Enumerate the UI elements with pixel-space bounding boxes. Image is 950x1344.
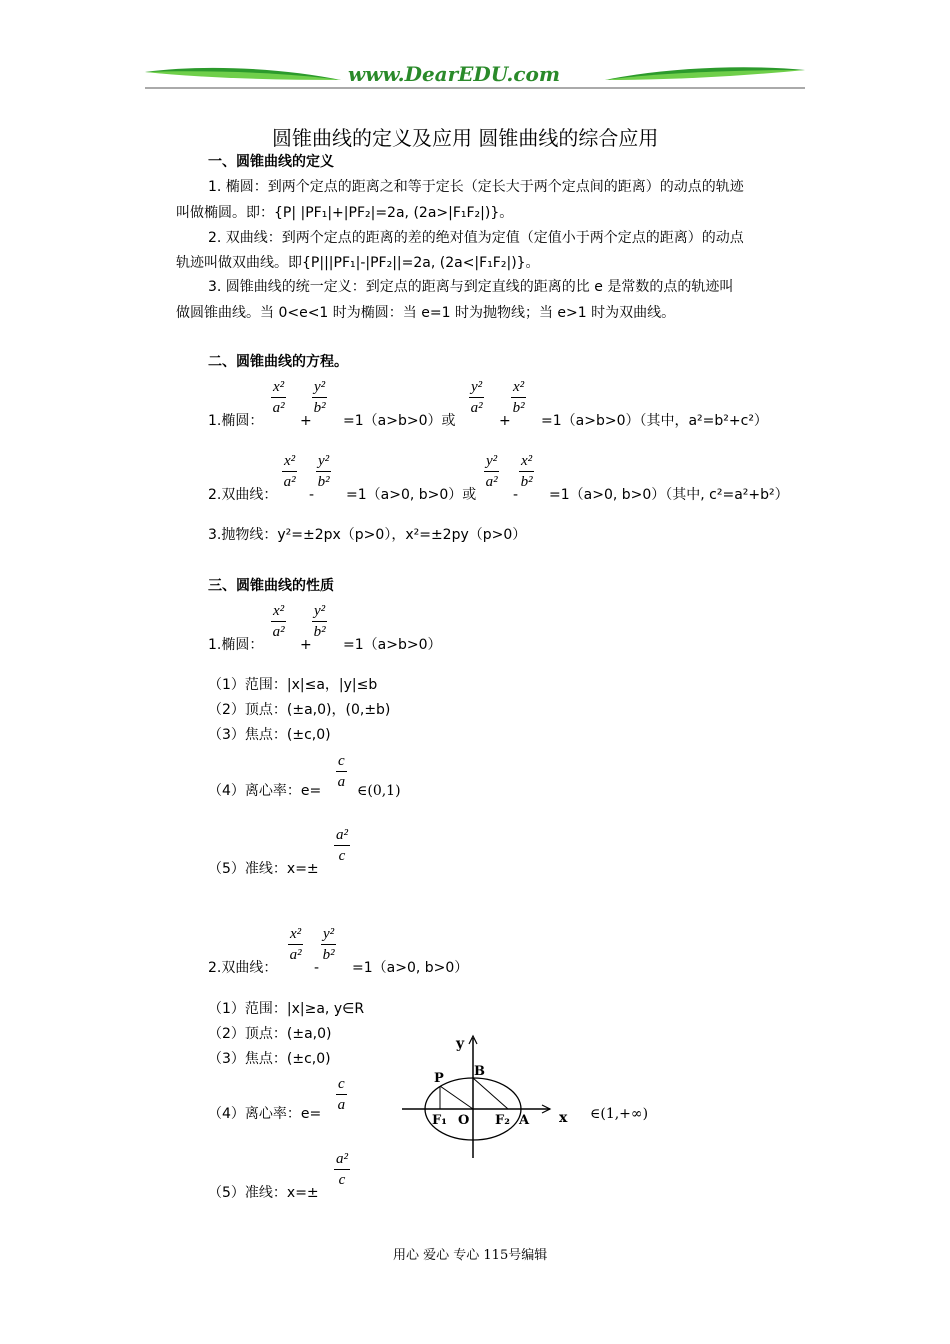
sec1-p2-line1: 2. 双曲线：到两个定点的距离的差的绝对值为定值（定值小于两个定点的距离）的动点 [208,230,744,246]
frac-a2-c: $\frac{\text{a²}}{c}$ [336,827,348,864]
sec1-p1-line1: 1. 椭圆：到两个定点的距离之和等于定长（定长大于两个定点间的距离）的动点的轨迹 [208,179,744,195]
minus-sign: - [513,487,519,503]
sec3-ellipse-label: 1.椭圆： [208,637,264,653]
ellipse-foci: （3）焦点：(±c,0) [208,727,331,743]
ellipse-vertices: （2）顶点：(±a,0)，(0,±b) [208,702,391,718]
sec2-ellipse-label: 1.椭圆： [208,413,264,429]
frac-y2-a2: $\frac{\text{y²}}{\text{a²}}$ [485,453,498,490]
section-3-heading: 三、圆锥曲线的性质 [208,578,334,594]
point-B-label: B [474,1064,485,1079]
hyperbola-directrix-label: （5）准线：x=± [208,1185,319,1201]
ellipse-eccentricity-range: ∈(0,1) [357,783,401,799]
sec2-parabola: 3.抛物线：y²=±2px（p>0），x²=±2py（p>0） [208,527,527,543]
plus-sign: + [300,413,312,429]
frac-y2-b2: $\frac{\text{y²}}{\text{b²}}$ [322,926,335,963]
frac-y2-b2: $\frac{\text{y²}}{\text{b²}}$ [317,453,330,490]
x-axis-label: x [559,1110,568,1126]
hyperbola-vertices: （2）顶点：(±a,0) [208,1026,332,1042]
sec1-p3-line1: 3. 圆锥曲线的统一定义：到定点的距离与到定直线的距离的比 e 是常数的点的轨迹叫 [208,279,734,295]
sec1-p3-line2: 做圆锥曲线。当 0<e<1 时为椭圆：当 e=1 时为抛物线；当 e>1 时为双曲线。 [176,305,676,321]
y-axis-label: y [456,1036,465,1052]
frac-x2-a2: $\frac{\text{x²}}{\text{a²}}$ [272,603,285,640]
frac-a2-c: $\frac{\text{a²}}{c}$ [336,1151,348,1188]
point-F2-label: F₂ [495,1113,510,1128]
point-A-label: A [519,1113,530,1128]
sec1-p1-line2: 叫做椭圆。即：{P| |PF₁|+|PF₂|=2a, (2a>|F₁F₂|)}。 [176,205,514,221]
sec3-hyperbola-eq: =1（a>0, b>0） [352,960,469,976]
hyperbola-eccentricity-label: （4）离心率：e= [208,1106,322,1122]
sec1-p2-line2: 轨迹叫做双曲线。即{P|||PF₁|-|PF₂||=2a, (2a<|F₁F₂|)}。 [176,255,540,271]
minus-sign: - [309,487,315,503]
page-footer: 用心 爱心 专心 115号编辑 [393,1248,548,1263]
hyperbola-foci: （3）焦点：(±c,0) [208,1051,331,1067]
frac-y2-a2: $\frac{\text{y²}}{\text{a²}}$ [470,379,483,416]
plus-sign: + [300,637,312,653]
ellipse-eccentricity-label: （4）离心率：e= [208,783,322,799]
section-1-heading: 一、圆锥曲线的定义 [208,154,334,170]
frac-y2-b2: $\frac{\text{y²}}{\text{b²}}$ [313,379,326,416]
plus-sign: + [499,413,511,429]
sec2-hyperbola-label: 2.双曲线： [208,487,278,503]
frac-x2-b2: $\frac{\text{x²}}{\text{b²}}$ [512,379,525,416]
section-2-heading: 二、圆锥曲线的方程。 [208,354,348,370]
sec3-hyperbola-label: 2.双曲线： [208,960,278,976]
sec2-ellipse-eq1: =1（a>b>0）或 [343,413,456,429]
point-P-label: P [434,1071,444,1086]
header-logo-text: www.DearEDU.com [348,62,561,86]
frac-y2-b2: $\frac{\text{y²}}{\text{b²}}$ [313,603,326,640]
frac-x2-b2: $\frac{\text{x²}}{\text{b²}}$ [520,453,533,490]
hyperbola-eccentricity-range: ∈(1,+∞) [590,1106,649,1122]
minus-sign: - [314,960,320,976]
frac-c-a: $\frac{c}{a}$ [337,1076,346,1113]
sec2-ellipse-eq2: =1（a>b>0）（其中，a²=b²+c²） [541,413,768,429]
point-O-label: O [458,1113,470,1128]
frac-c-a: $\frac{c}{a}$ [337,753,346,790]
frac-x2-a2: $\frac{\text{x²}}{\text{a²}}$ [283,453,296,490]
point-F1-label: F₁ [432,1113,447,1128]
page-title: 圆锥曲线的定义及应用 圆锥曲线的综合应用 [272,126,659,150]
frac-x2-a2: $\frac{\text{x²}}{\text{a²}}$ [289,926,302,963]
ellipse-directrix-label: （5）准线：x=± [208,861,319,877]
ellipse-diagram [398,1030,588,1162]
ellipse-range: （1）范围：|x|≤a，|y|≤b [208,677,378,693]
sec2-hyperbola-eq2: =1（a>0, b>0）（其中, c²=a²+b²） [549,487,789,503]
header-banner [143,62,807,92]
frac-x2-a2: $\frac{\text{x²}}{\text{a²}}$ [272,379,285,416]
hyperbola-range: （1）范围：|x|≥a, y∈R [208,1001,365,1017]
sec3-ellipse-eq: =1（a>b>0） [343,637,442,653]
sec2-hyperbola-eq1: =1（a>0, b>0）或 [346,487,477,503]
